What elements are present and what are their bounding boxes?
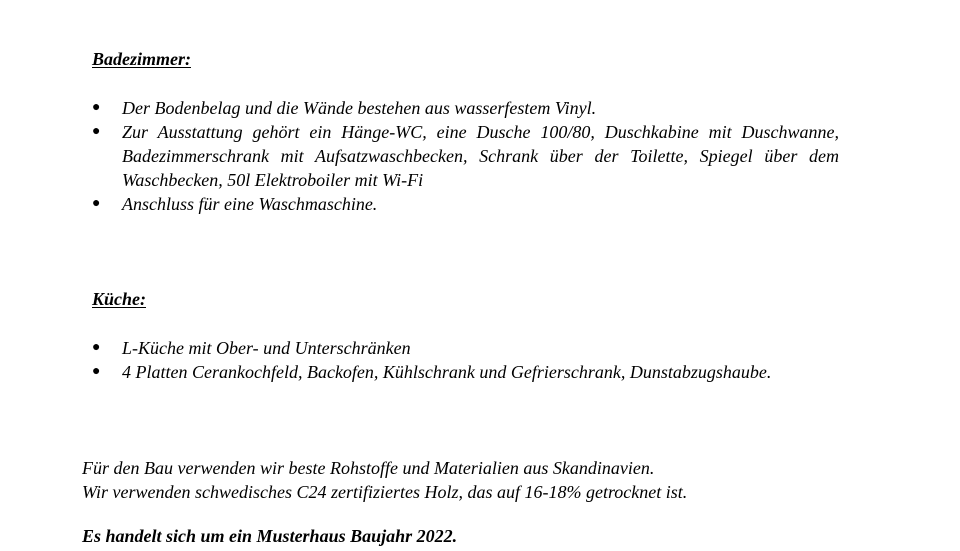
bullet-icon: ● <box>92 340 101 355</box>
list-item-text: Zur Ausstattung gehört ein Hänge-WC, eine Dusche 100/80, Duschkabine mit Duschwanne, Badezimmerschrank mit Aufsatzwaschbecken, Schrank über der Toilette, Spiegel über dem Waschbecken, 50l Elektroboiler mit Wi-Fi <box>122 122 839 190</box>
list-item <box>92 96 839 120</box>
bathroom-heading: Badezimmer: <box>92 49 191 69</box>
list-item <box>92 336 839 360</box>
bullet-icon: ● <box>92 100 101 115</box>
list-item <box>92 360 839 384</box>
list-item-text: L-Küche mit Ober- und Unterschränken <box>122 338 411 358</box>
materials-line-1: Für den Bau verwenden wir beste Rohstoffe und Materialien aus Skandinavien. <box>82 458 655 478</box>
kitchen-heading: Küche: <box>92 289 146 309</box>
kitchen-feature-list <box>92 336 839 384</box>
list-item-text: Anschluss für eine Waschmaschine. <box>122 194 378 214</box>
closing-statement: Es handelt sich um ein Musterhaus Baujahr 2022. <box>82 526 458 546</box>
bullet-icon: ● <box>92 124 101 139</box>
bullet-icon: ● <box>92 364 101 379</box>
bathroom-feature-list <box>92 96 839 216</box>
list-item <box>92 120 839 192</box>
list-item <box>92 192 839 216</box>
list-item-text: Der Bodenbelag und die Wände bestehen aus wasserfestem Vinyl. <box>122 98 597 118</box>
bullet-icon: ● <box>92 196 101 211</box>
list-item-text: 4 Platten Cerankochfeld, Backofen, Kühlschrank und Gefrierschrank, Dunstabzugshaube. <box>122 362 772 382</box>
materials-line-2: Wir verwenden schwedisches C24 zertifiziertes Holz, das auf 16-18% getrocknet ist. <box>82 482 688 502</box>
